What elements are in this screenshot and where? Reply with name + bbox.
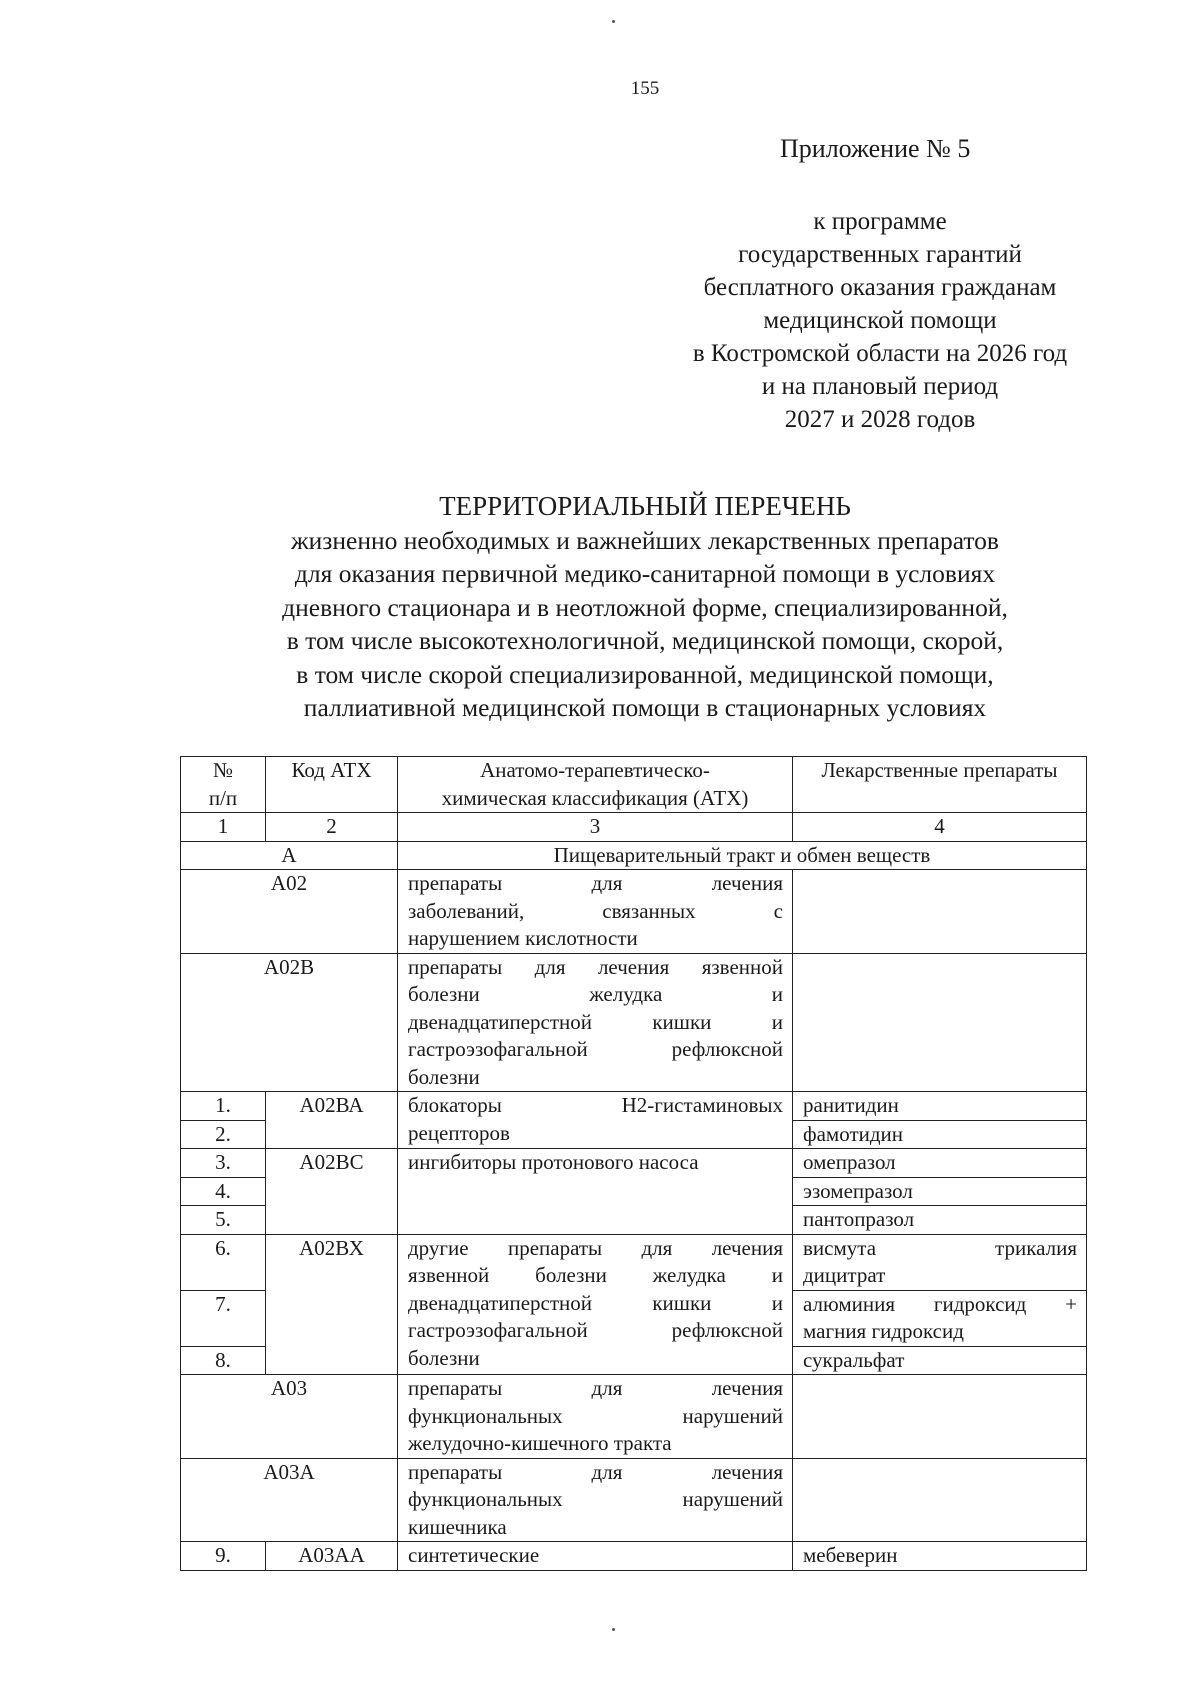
- header-code: Код АТХ: [266, 757, 398, 813]
- scan-speck: [612, 1628, 615, 1631]
- atc-description-line: болезни желудка и: [408, 982, 783, 1006]
- row-number: 7.: [181, 1290, 266, 1346]
- atc-code: А02ВХ: [266, 1234, 398, 1375]
- atc-description: [398, 1092, 793, 1149]
- atc-description-line: другие препараты для лечения: [408, 1235, 783, 1260]
- table-header-row: [181, 757, 1087, 813]
- atc-description: [398, 870, 793, 954]
- atc-description-line: нарушением кислотности: [408, 926, 638, 950]
- list-title-line: в том числе высокотехнологичной, медицинской помощи, скорой,: [286, 626, 1004, 655]
- subtitle-line: 2027 и 2028 годов: [784, 406, 976, 433]
- header-class: [398, 757, 793, 813]
- table-row: [181, 1542, 1087, 1571]
- table-row: [181, 1092, 1087, 1121]
- list-title-line: в том числе скорой специализированной, медицинской помощи,: [296, 659, 994, 689]
- atc-description-line: кишечника: [408, 1514, 507, 1539]
- row-number: 1.: [181, 1092, 266, 1121]
- list-title: [180, 490, 1110, 725]
- subtitle-line: к программе: [813, 208, 947, 235]
- atc-description-line: язвенной болезни желудка и: [408, 1263, 783, 1287]
- row-number: 3.: [181, 1149, 266, 1178]
- header-drugs: Лекарственные препараты: [793, 757, 1087, 813]
- list-title-line: жизненно необходимых и важнейших лекарственных препаратов: [291, 525, 999, 555]
- subtitle-line: бесплатного оказания гражданам: [703, 274, 1057, 301]
- drug-name: омепразол: [793, 1149, 1087, 1178]
- atc-code: А02: [181, 870, 398, 954]
- subgroup-row: [181, 1375, 1087, 1459]
- table-row: [181, 1149, 1087, 1178]
- atc-description-line: болезни: [408, 1064, 480, 1089]
- drug-list-table: [180, 756, 1087, 1571]
- group-code: А: [181, 841, 398, 870]
- atc-description-line: двенадцатиперстной кишки и: [408, 1290, 783, 1315]
- drug-name-line: магния гидроксид: [803, 1319, 964, 1343]
- appendix-subtitle: [620, 205, 1140, 436]
- drug-name: эзомепразол: [793, 1177, 1087, 1206]
- atc-description-line: рецепторов: [408, 1120, 510, 1145]
- drug-cell-empty: [793, 1375, 1087, 1459]
- column-number: 4: [793, 813, 1087, 842]
- atc-description-line: болезни: [408, 1345, 480, 1370]
- drug-name: фамотидин: [793, 1120, 1087, 1149]
- atc-code: А02ВА: [266, 1092, 398, 1149]
- row-number: 5.: [181, 1206, 266, 1235]
- atc-code: А02ВС: [266, 1149, 398, 1235]
- drug-cell-empty: [793, 1458, 1087, 1542]
- atc-description: синтетические: [398, 1542, 793, 1571]
- atc-description: [398, 953, 793, 1092]
- atc-description-line: препараты для лечения: [408, 1459, 783, 1484]
- list-title-line: дневного стационара и в неотложной форме, специализированной,: [282, 592, 1008, 622]
- header-num-line: №: [212, 758, 234, 782]
- atc-description-line: препараты для лечения: [408, 1376, 783, 1400]
- atc-code: А03: [181, 1375, 398, 1459]
- drug-name-line: алюминия гидроксид +: [803, 1291, 1077, 1316]
- header-class-line: Анатомо-терапевтическо-: [480, 758, 710, 782]
- atc-description-line: препараты для лечения язвенной: [408, 954, 783, 979]
- atc-description-line: гастроэзофагальной рефлюксной: [408, 1318, 783, 1342]
- appendix-title: Приложение № 5: [780, 134, 971, 163]
- drug-name-line: дицитрат: [803, 1263, 886, 1287]
- drug-name-line: висмута трикалия: [803, 1235, 1077, 1260]
- subtitle-line: в Костромской области на 2026 год: [692, 340, 1068, 367]
- atc-description: [398, 1234, 793, 1375]
- group-title: Пищеварительный тракт и обмен веществ: [398, 841, 1087, 870]
- row-number: 9.: [181, 1542, 266, 1571]
- atc-description-line: ингибиторы протонового насоса: [408, 1150, 699, 1174]
- subgroup-row: [181, 953, 1087, 1092]
- atc-description-line: заболеваний, связанных с: [408, 898, 783, 923]
- header-class-line: химическая классификация (АТХ): [441, 785, 749, 810]
- header-num-line: п/п: [208, 785, 238, 810]
- atc-code: А03А: [181, 1458, 398, 1542]
- atc-code: А03АА: [266, 1542, 398, 1571]
- drug-cell-empty: [793, 870, 1087, 954]
- row-number: 6.: [181, 1234, 266, 1290]
- list-heading: ТЕРРИТОРИАЛЬНЫЙ ПЕРЕЧЕНЬ: [439, 491, 851, 521]
- drug-name: сукральфат: [793, 1346, 1087, 1375]
- header-num: [181, 757, 266, 813]
- group-row: [181, 841, 1087, 870]
- atc-description-line: желудочно-кишечного тракта: [408, 1431, 672, 1455]
- subgroup-row: [181, 870, 1087, 954]
- atc-description-line: блокаторы Н2-гистаминовых: [408, 1093, 783, 1117]
- atc-code: А02В: [181, 953, 398, 1092]
- column-number: 2: [266, 813, 398, 842]
- drug-name: [793, 1234, 1087, 1290]
- drug-name: [793, 1290, 1087, 1346]
- list-title-line: для оказания первичной медико-санитарной помощи в условиях: [294, 559, 996, 588]
- drug-cell-empty: [793, 953, 1087, 1092]
- column-number: 1: [181, 813, 266, 842]
- table-row: [181, 1234, 1087, 1290]
- atc-description: [398, 1375, 793, 1459]
- row-number: 4.: [181, 1177, 266, 1206]
- atc-description-line: функциональных нарушений: [408, 1487, 783, 1511]
- atc-description: [398, 1458, 793, 1542]
- atc-description-line: функциональных нарушений: [408, 1403, 783, 1428]
- scan-speck: [612, 20, 615, 23]
- row-number: 8.: [181, 1346, 266, 1375]
- drug-name: мебеверин: [793, 1542, 1087, 1571]
- atc-description-line: препараты для лечения: [408, 871, 783, 895]
- page-number: 155: [630, 78, 660, 99]
- atc-description-line: двенадцатиперстной кишки и: [408, 1009, 783, 1034]
- row-number: 2.: [181, 1120, 266, 1149]
- column-number-row: [181, 813, 1087, 842]
- column-number: 3: [398, 813, 793, 842]
- subtitle-line: медицинской помощи: [763, 307, 997, 334]
- drug-name: ранитидин: [793, 1092, 1087, 1121]
- drug-name: пантопразол: [793, 1206, 1087, 1235]
- list-title-line: паллиативной медицинской помощи в стационарных условиях: [303, 693, 987, 722]
- atc-description: [398, 1149, 793, 1235]
- subgroup-row: [181, 1458, 1087, 1542]
- subtitle-line: и на плановый период: [761, 373, 999, 400]
- atc-description-line: гастроэзофагальной рефлюксной: [408, 1037, 783, 1061]
- subtitle-line: государственных гарантий: [738, 241, 1022, 268]
